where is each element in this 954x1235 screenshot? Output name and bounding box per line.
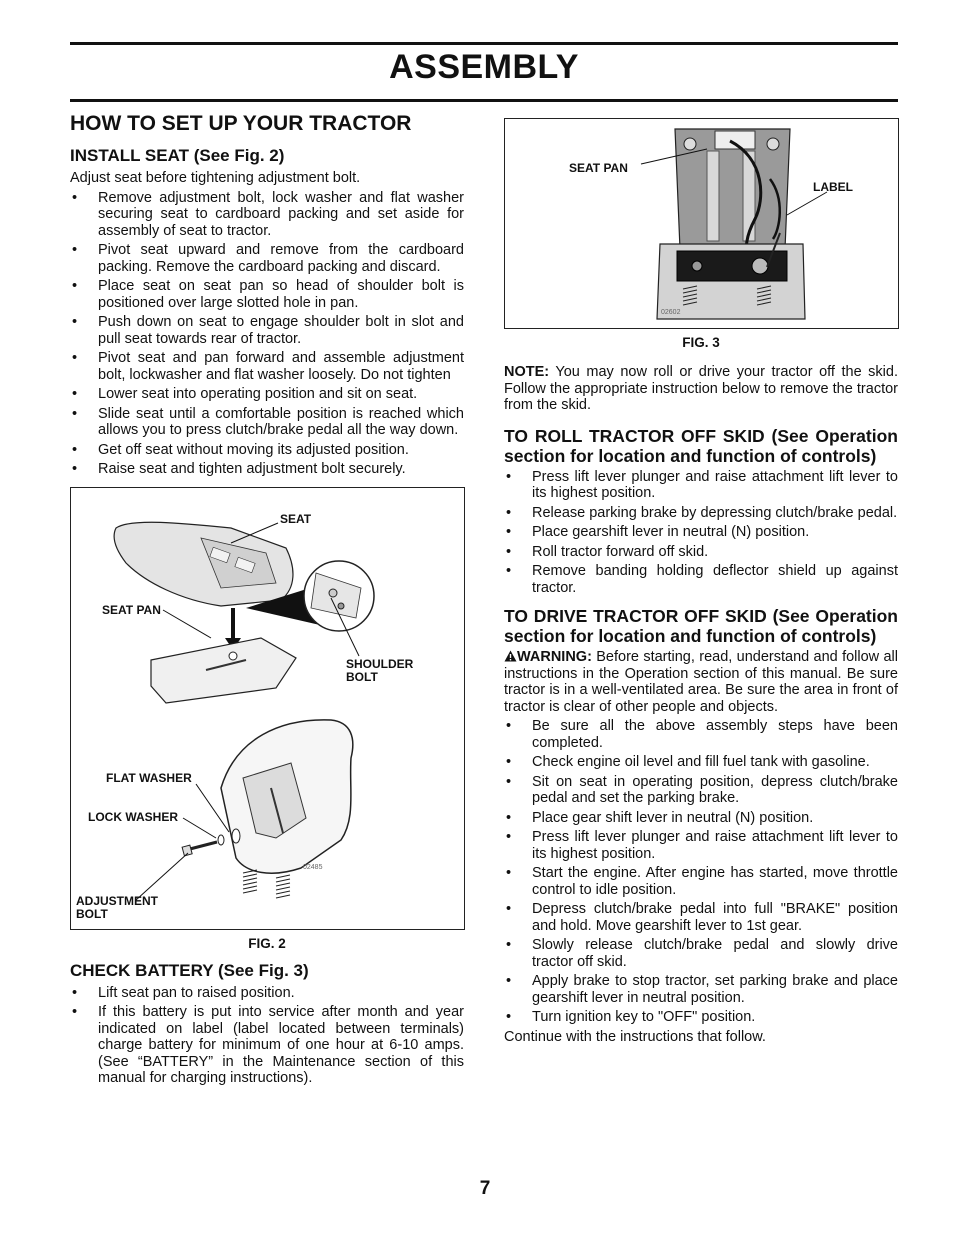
roll-off-steps [504, 469, 898, 597]
title-underline-rule [70, 99, 898, 102]
fig2-caption: FIG. 2 [248, 935, 286, 951]
note-label: NOTE: [504, 364, 550, 380]
check-battery-steps [70, 985, 464, 1087]
list-item: • Be sure all the above assembly steps have been completed. [504, 718, 898, 751]
list-item: • Apply brake to stop tractor, set parking brake and place gearshift lever in neutral position. [504, 973, 898, 1006]
list-item: • Press lift lever plunger and raise attachment lift lever to its highest position. [504, 829, 898, 862]
seat-label: SEAT [280, 511, 312, 526]
list-item: • If this battery is put into service after month and year indicated on label (label located between terminals) charge battery for minimum of one hour at 6-10 amps. (See “BATTERY” in the Maintenance section of this manual for charging instructions). [70, 1004, 464, 1087]
shoulder-bolt-label: SHOULDER BOLT [346, 656, 414, 684]
list-item: • Place gearshift lever in neutral (N) position. [504, 524, 898, 541]
warning-paragraph [504, 649, 898, 715]
battery-label-callout: LABEL [813, 180, 853, 194]
top-rule [70, 42, 898, 45]
left-column [70, 110, 464, 1090]
list-item: • Pivot seat upward and remove from the cardboard packing. Remove the cardboard packing and discard. [70, 242, 464, 275]
list-item: • Start the engine. After engine has started, move throttle control to idle position. [504, 865, 898, 898]
warning-icon [504, 650, 517, 662]
list-item: • Roll tractor forward off skid. [504, 544, 898, 561]
fig3-seat-pan-label: SEAT PAN [569, 161, 628, 175]
list-item: • Place seat on seat pan so head of shoulder bolt is positioned over large slotted hole in pan. [70, 278, 464, 311]
fig2-illustration [70, 487, 465, 930]
list-item: • Remove banding holding deflector shield up against tractor. [504, 563, 898, 596]
page-number: 7 [479, 1178, 491, 1199]
list-item: • Slowly release clutch/brake pedal and slowly drive tractor off skid. [504, 937, 898, 970]
list-item: • Place gear shift lever in neutral (N) position. [504, 810, 898, 827]
drive-off-steps [504, 718, 898, 1026]
list-item: • Sit on seat in operating position, depress clutch/brake pedal and set the parking brake. [504, 774, 898, 807]
adjustment-bolt-label: ADJUSTMENT BOLT [76, 893, 159, 921]
warning-text: Before starting, read, understand and follow all instructions in the Operation section of this manual. Be sure tractor is in a well-ventilated area. Be sure the area in front of tractor is clear of other people and objects. [504, 649, 898, 715]
drive-off-heading: TO DRIVE TRACTOR OFF SKID (See Operation section for location and function of controls) [504, 606, 898, 646]
list-item: • Check engine oil level and fill fuel tank with gasoline. [504, 754, 898, 771]
list-item: • Slide seat until a comfortable position is reached which allows you to press clutch/brake pedal all the way down. [70, 406, 464, 439]
battery-under-seat-drawing [505, 119, 898, 328]
seat-pan-label: SEAT PAN [102, 602, 161, 617]
install-seat-heading: INSTALL SEAT (See Fig. 2) [70, 146, 285, 165]
list-item: • Get off seat without moving its adjusted position. [70, 442, 464, 459]
closing-paragraph: Continue with the instructions that follow. [504, 1028, 766, 1045]
note-text: You may now roll or drive your tractor off the skid. Follow the appropriate instruction below to remove the tractor from the skid. [504, 364, 898, 413]
seat-assembly-drawing [71, 488, 464, 929]
lock-washer-label: LOCK WASHER [88, 809, 178, 824]
list-item: • Lift seat pan to raised position. [70, 985, 464, 1002]
list-item: • Push down on seat to engage shoulder bolt in slot and pull seat towards rear of tractor. [70, 314, 464, 347]
list-item: • Turn ignition key to "OFF" position. [504, 1009, 898, 1026]
list-item: • Pivot seat and pan forward and assemble adjustment bolt, lockwasher and flat washer loosely. Do not tighten [70, 350, 464, 383]
list-item: • Release parking brake by depressing clutch/brake pedal. [504, 505, 898, 522]
install-seat-intro: Adjust seat before tightening adjustment bolt. [70, 170, 361, 186]
list-item: • Depress clutch/brake pedal into full "BRAKE" position and hold. Move gearshift lever to 1st gear. [504, 901, 898, 934]
right-column [504, 118, 898, 1048]
list-item: • Lower seat into operating position and sit on seat. [70, 386, 464, 403]
roll-off-heading: TO ROLL TRACTOR OFF SKID (See Operation section for location and function of controls) [504, 425, 898, 466]
install-seat-steps [70, 190, 464, 478]
warning-label: WARNING: [517, 649, 592, 665]
page-title: ASSEMBLY [389, 48, 579, 86]
list-item: • Press lift lever plunger and raise attachment lift lever to its highest position. [504, 469, 898, 502]
list-item: • Raise seat and tighten adjustment bolt securely. [70, 461, 464, 478]
flat-washer-label: FLAT WASHER [106, 770, 192, 785]
figure-code: 02485 [303, 863, 323, 871]
fig3-caption: FIG. 3 [682, 335, 720, 350]
note-paragraph [504, 364, 898, 414]
fig3-illustration [504, 118, 899, 329]
check-battery-heading: CHECK BATTERY (See Fig. 3) [70, 960, 309, 980]
list-item: • Remove adjustment bolt, lock washer and flat washer securing seat to cardboard packing and set aside for assembly of seat to tractor. [70, 190, 464, 240]
figure-code: 02602 [661, 309, 681, 316]
section-title: HOW TO SET UP YOUR TRACTOR [70, 112, 412, 135]
